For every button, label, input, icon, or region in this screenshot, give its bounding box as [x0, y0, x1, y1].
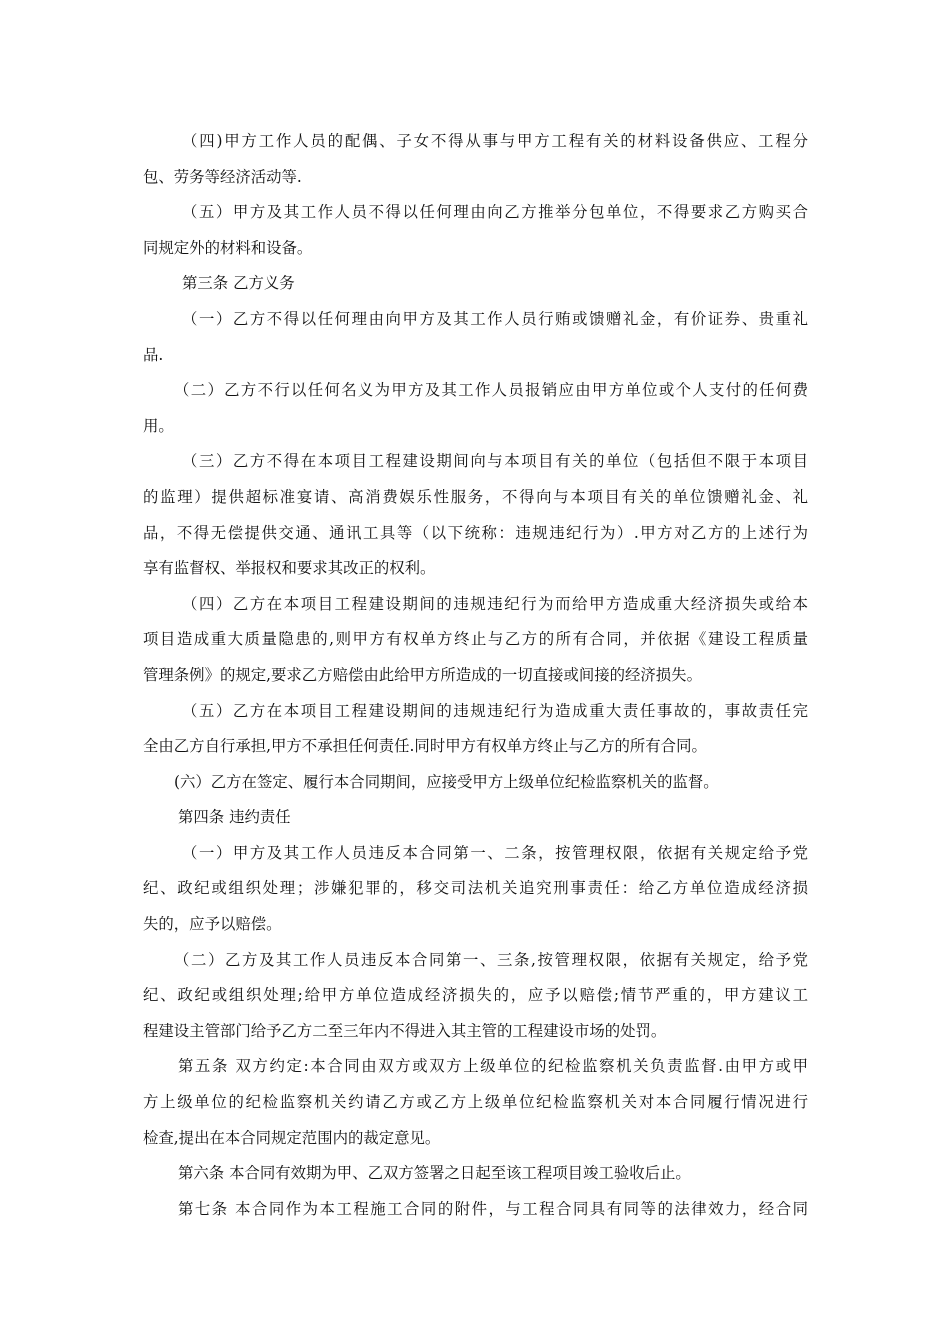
paragraph-line: 包、劳务等经济活动等. — [143, 167, 302, 186]
paragraph-line: （四)甲方工作人员的配偶、子女不得从事与甲方工程有关的材料设备供应、工程分 — [182, 132, 808, 150]
paragraph-line: （一）乙方不得以任何理由向甲方及其工作人员行贿或馈赠礼金，有价证券、贵重礼 — [182, 309, 808, 328]
paragraph-line: （五）甲方及其工作人员不得以任何理由向乙方推举分包单位，不得要求乙方购买合 — [182, 203, 808, 222]
paragraph-line: 程建设主管部门给予乙方二至三年内不得进入其主管的工程建设市场的处罚。 — [143, 1021, 667, 1040]
paragraph-line: 失的，应予以赔偿。 — [143, 915, 282, 934]
paragraph-line: （二）乙方及其工作人员违反本合同第一、三条,按管理权限，依据有关规定，给予党 — [174, 950, 808, 969]
paragraph-line: （四）乙方在本项目工程建设期间的违规违纪行为而给甲方造成重大经济损失或给本 — [182, 594, 808, 613]
section-heading: 第四条 违约责任 — [178, 808, 291, 827]
paragraph-line: 管理条例》的规定,要求乙方赔偿由此给甲方所造成的一切直接或间接的经济损失。 — [143, 665, 702, 684]
paragraph-line: 纪、政纪或组织处理；涉嫌犯罪的，移交司法机关追究刑事责任：给乙方单位造成经济损 — [143, 879, 808, 898]
section-heading: 第三条 乙方义务 — [182, 274, 295, 293]
paragraph-line: (六）乙方在签定、履行本合同期间，应接受甲方上级单位纪检监察机关的监督。 — [174, 772, 719, 791]
paragraph-line: 第五条 双方约定:本合同由双方或双方上级单位的纪检监察机关负责监督.由甲方或甲 — [178, 1057, 808, 1076]
paragraph-line: 同规定外的材料和设备。 — [143, 238, 313, 257]
paragraph-line: 享有监督权、举报权和要求其改正的权利。 — [143, 559, 436, 578]
paragraph-line: 的监理）提供超标准宴请、高消费娱乐性服务，不得向与本项目有关的单位馈赠礼金、礼 — [143, 487, 808, 506]
paragraph-line: （二）乙方不行以任何名义为甲方及其工作人员报销应由甲方单位或个人支付的任何费 — [174, 381, 808, 400]
paragraph-line: 方上级单位的纪检监察机关约请乙方或乙方上级单位纪检监察机关对本合同履行情况进行 — [143, 1093, 808, 1112]
paragraph-line: 全由乙方自行承担,甲方不承担任何责任.同时甲方有权单方终止与乙方的所有合同。 — [143, 737, 707, 756]
paragraph-line: （三）乙方不得在本项目工程建设期间向与本项目有关的单位（包括但不限于本项目 — [182, 452, 808, 471]
paragraph-line: 纪、政纪或组织处理;给甲方单位造成经济损失的，应予以赔偿;情节严重的，甲方建议工 — [143, 986, 808, 1005]
document-body — [143, 124, 808, 1227]
paragraph-line: （五）乙方在本项目工程建设期间的违规违纪行为造成重大责任事故的，事故责任完 — [182, 701, 808, 720]
paragraph-line: 项目造成重大质量隐患的,则甲方有权单方终止与乙方的所有合同，并依据《建设工程质量 — [143, 630, 808, 649]
paragraph-line: 品，不得无偿提供交通、通讯工具等（以下统称：违规违纪行为）.甲方对乙方的上述行为 — [143, 523, 808, 542]
paragraph-line: 第六条 本合同有效期为甲、乙双方签署之日起至该工程项目竣工验收后止。 — [178, 1164, 691, 1183]
paragraph-line: （一）甲方及其工作人员违反本合同第一、二条，按管理权限，依据有关规定给予党 — [182, 843, 808, 862]
paragraph-line: 用。 — [143, 416, 174, 435]
paragraph-line: 第七条 本合同作为本工程施工合同的附件，与工程合同具有同等的法律效力，经合同 — [178, 1199, 808, 1218]
paragraph-line: 品. — [143, 345, 164, 364]
paragraph-line: 检查,提出在本合同规定范围内的裁定意见。 — [143, 1128, 441, 1147]
